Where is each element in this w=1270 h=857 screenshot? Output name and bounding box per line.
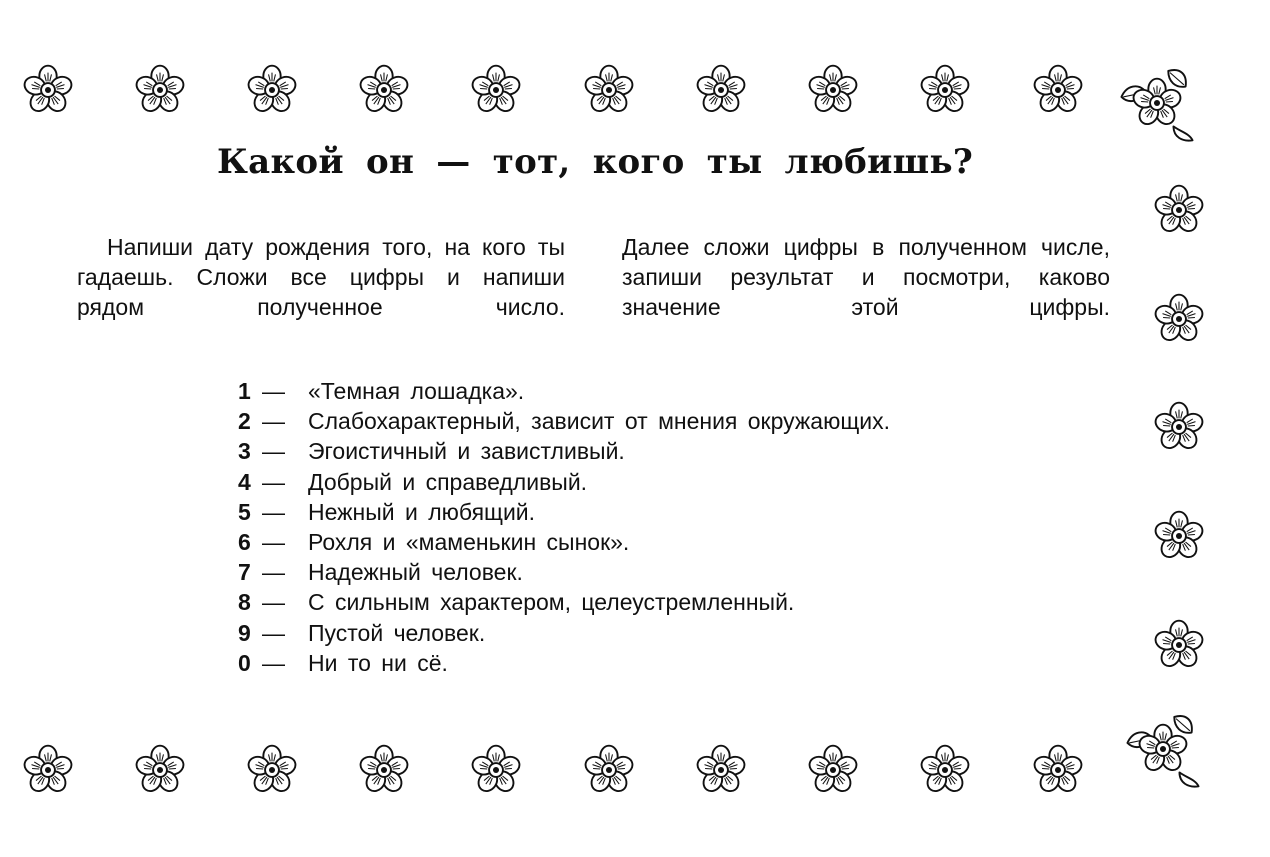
flower-with-leaves-icon <box>1124 710 1202 788</box>
item-number: 6 <box>238 529 251 556</box>
item-number: 0 <box>238 649 251 676</box>
flower-icon <box>583 744 635 796</box>
flower-icon <box>919 64 971 116</box>
flower-icon <box>1153 619 1205 671</box>
flower-icon <box>22 64 74 116</box>
item-text: Добрый и справедливый. <box>308 468 588 495</box>
item-dash: — <box>262 619 285 646</box>
flower-icon <box>134 744 186 796</box>
item-text: С сильным характером, целеустремленный. <box>308 589 795 616</box>
list-item <box>238 527 890 557</box>
flower-icon <box>134 64 186 116</box>
list-item <box>238 376 890 406</box>
item-number: 1 <box>238 378 251 404</box>
flower-icon <box>358 64 410 116</box>
list-item <box>238 436 890 466</box>
flower-icon <box>1153 293 1205 345</box>
item-dash: — <box>262 408 285 435</box>
flower-with-leaves-icon <box>1118 64 1196 142</box>
flower-icon <box>246 744 298 796</box>
page-title: Какой он — тот, кого ты любишь? <box>216 142 974 182</box>
list-item <box>238 648 890 678</box>
item-dash: — <box>262 649 285 676</box>
list-item <box>238 618 890 648</box>
flower-icon <box>807 64 859 116</box>
item-dash: — <box>262 378 285 404</box>
flower-icon <box>22 744 74 796</box>
item-text: Пустой человек. <box>308 619 486 646</box>
list-item <box>238 557 890 587</box>
flower-icon <box>1153 184 1205 236</box>
list-item <box>238 406 890 436</box>
item-dash: — <box>262 589 285 616</box>
list-item <box>238 497 890 527</box>
item-number: 7 <box>238 559 251 586</box>
item-dash: — <box>262 498 285 525</box>
item-text: Эгоистичный и завистливый. <box>308 438 625 465</box>
flower-icon <box>1032 744 1084 796</box>
item-dash: — <box>262 529 285 556</box>
flower-icon <box>1032 64 1084 116</box>
flower-icon <box>695 744 747 796</box>
item-number: 2 <box>238 408 251 435</box>
flower-icon <box>695 64 747 116</box>
flower-icon <box>1153 401 1205 453</box>
item-text: Рохля и «маменькин сынок». <box>308 529 630 556</box>
flower-icon <box>470 744 522 796</box>
item-number: 3 <box>238 438 251 465</box>
flower-icon <box>583 64 635 116</box>
item-text: Ни то ни сё. <box>308 649 448 676</box>
item-text: «Темная лошадка». <box>308 378 525 404</box>
flower-icon <box>470 64 522 116</box>
item-text: Надежный человек. <box>308 559 523 586</box>
flower-icon <box>807 744 859 796</box>
item-number: 5 <box>238 498 251 525</box>
item-number: 4 <box>238 468 251 495</box>
item-text: Слабохарактерный, зависит от мнения окружающих. <box>308 408 891 435</box>
item-number: 8 <box>238 589 251 616</box>
item-dash: — <box>262 468 285 495</box>
flower-icon <box>246 64 298 116</box>
flower-icon <box>358 744 410 796</box>
item-number: 9 <box>238 619 251 646</box>
flower-icon <box>1153 510 1205 562</box>
intro-right-paragraph: Далее сложи цифры в полученном числе, запиши результат и посмотри, каково значение этой цифры. <box>622 234 1110 320</box>
item-dash: — <box>262 559 285 586</box>
list-item <box>238 587 890 617</box>
list-item <box>238 467 890 497</box>
item-dash: — <box>262 438 285 465</box>
flower-icon <box>919 744 971 796</box>
intro-left-paragraph: Напиши дату рождения того, на кого ты гадаешь. Сложи все цифры и напиши рядом полученное число. <box>77 234 565 320</box>
number-meanings-list <box>238 376 890 678</box>
item-text: Нежный и любящий. <box>308 498 536 525</box>
